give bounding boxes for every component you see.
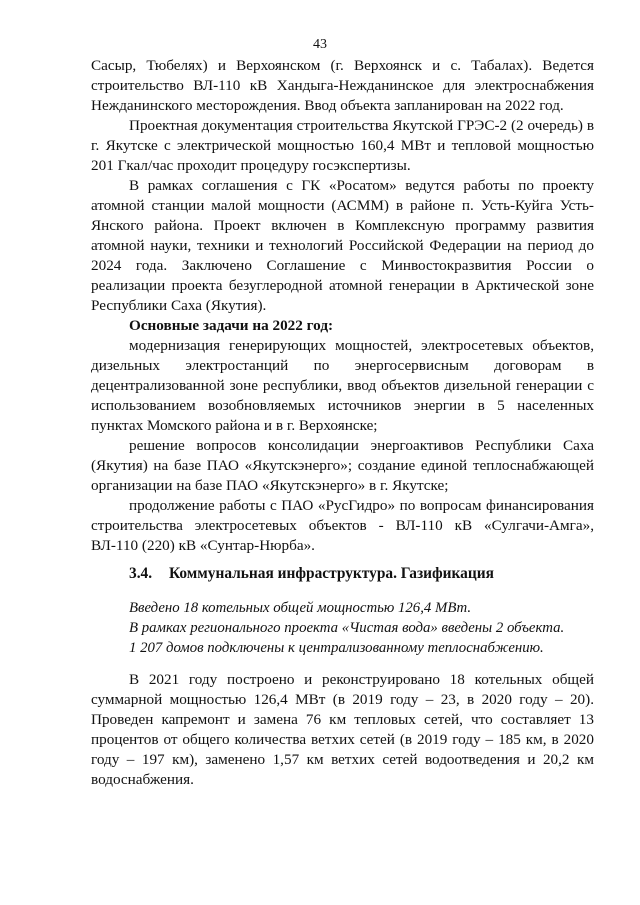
intro-paragraph: Сасыр, Тюбелях) и Верхоянском (г. Верхоянск и с. Табалах). Ведется строительство ВЛ-110 кВ Хандыга-Нежданинское для электроснабжения Нежданинского месторождения. Ввод объекта запланирован на 2022 год. bbox=[91, 57, 594, 114]
task-item: продолжение работы с ПАО «РусГидро» по вопросам финансирования строительства электросетевых объектов - ВЛ-110 кВ «Сулгачи-Амга», ВЛ-110 (220) кВ «Сунтар-Нюрба». bbox=[91, 497, 594, 554]
task-item: решение вопросов консолидации энергоактивов Республики Саха (Якутия) на базе ПАО «Якутскэнерго»; создание единой теплоснабжающей организации на базе ПАО «Якутскэнерго» в г. Якутске; bbox=[91, 437, 594, 494]
paragraph-boilers: В 2021 году построено и реконструировано 18 котельных общей суммарной мощностью 126,4 МВт (в 2019 году – 23, в 2020 году – 20). Проведен капремонт и замена 76 км тепловых сетей, что составляет 13 процентов от общего количества ветхих сетей (в 2019 году – 185 км, в 2020 году – 197 км), заменено 1,57 км ветхих сетей водоотведения и 20,2 км водоснабжения. bbox=[91, 671, 594, 788]
section-summary bbox=[129, 598, 599, 658]
section-title: Коммунальная инфраструктура. Газификация bbox=[169, 565, 494, 582]
summary-line: Введено 18 котельных общей мощностью 126,4 МВт. bbox=[129, 600, 472, 616]
page-number: 43 bbox=[313, 37, 327, 52]
paragraph-rosatom: В рамках соглашения с ГК «Росатом» ведутся работы по проекту атомной станции малой мощности (АСММ) в районе п. Усть-Куйга Усть-Янского района. Проект включен в Комплексную программу развития атомной науки, техники и технологий Российской Федерации на период до 2024 года. Заключено Соглашение с Минвостокразвития России о реализации проекта безуглеродной атомной генерации в Арктической зоне Республики Саха (Якутия). bbox=[91, 177, 594, 314]
summary-line: В рамках регионального проекта «Чистая вода» введены 2 объекта. bbox=[129, 620, 565, 636]
body-text-bottom bbox=[91, 670, 594, 790]
section-number: 3.4. bbox=[129, 565, 153, 582]
paragraph-gres: Проектная документация строительства Якутской ГРЭС-2 (2 очередь) в г. Якутске с электрической мощностью 160,4 МВт и тепловой мощностью 201 Гкал/час проходит процедуру госэкспертизы. bbox=[91, 117, 594, 174]
summary-line: 1 207 домов подключены к централизованному теплоснабжению. bbox=[129, 640, 544, 656]
tasks-heading: Основные задачи на 2022 год: bbox=[129, 317, 334, 334]
body-text-top bbox=[91, 56, 594, 556]
section-heading bbox=[129, 564, 494, 584]
task-item: модернизация генерирующих мощностей, электросетевых объектов, дизельных электростанций по энергосервисным договорам в децентрализованной зоне республики, ввод объектов дизельной генерации с использованием возобновляемых источников энергии в 5 населенных пунктах Момского района и в г. Верхоянске; bbox=[91, 337, 594, 434]
